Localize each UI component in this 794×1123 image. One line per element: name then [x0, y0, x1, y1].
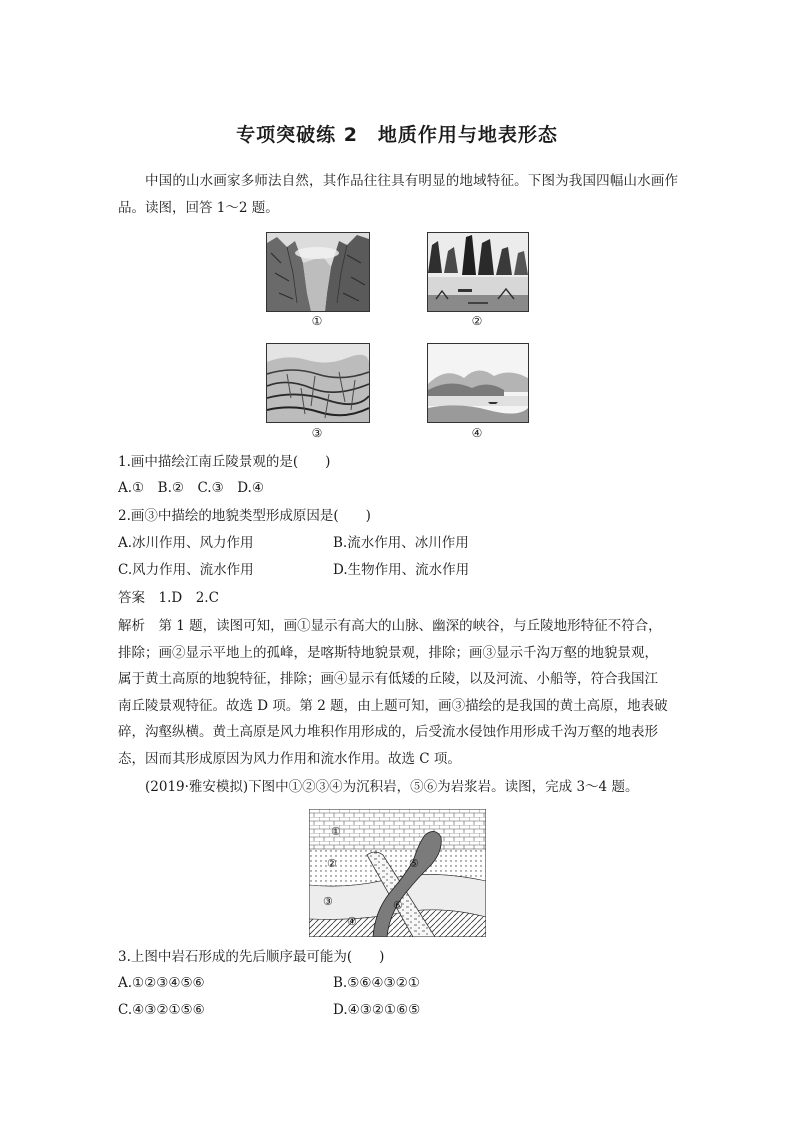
painting-1-caption: ①: [311, 314, 323, 328]
question-2-option-a: A.冰川作用、风力作用: [118, 535, 254, 551]
painting-3-loess-image: [266, 343, 370, 423]
question-3-option-a: A.①②③④⑤⑥: [118, 975, 205, 991]
question-3-option-c: C.④③②①⑤⑥: [118, 1002, 205, 1018]
painting-3-caption: ③: [311, 426, 323, 440]
painting-2-caption: ②: [471, 314, 483, 328]
answer-line: 答案 1.D 2.C: [118, 590, 219, 606]
painting-2-karst-image: [427, 232, 529, 312]
rock-label-4: ④: [347, 915, 357, 928]
question-3-option-d: D.④③②①⑥⑤: [333, 1002, 421, 1018]
question-2-option-c: C.风力作用、流水作用: [118, 562, 254, 578]
question-3-option-b: B.⑤⑥④③②①: [333, 975, 420, 991]
rock-label-1: ①: [331, 825, 341, 838]
analysis-line-4: 南丘陵景观特征。故选 D 项。第 2 题，由上题可知，画③描绘的是我国的黄土高原，地表破: [118, 698, 668, 714]
rock-label-6: ⑥: [393, 899, 403, 912]
rock-strata-diagram: [309, 809, 486, 937]
painting-1-gorge-image: [266, 232, 370, 312]
rock-label-2: ②: [327, 857, 337, 870]
question-3-stem: 3.上图中岩石形成的先后顺序最可能为( ): [118, 949, 385, 965]
intro-2-paragraph: (2019·雅安模拟)下图中①②③④为沉积岩，⑤⑥为岩浆岩。读图，完成 3～4 题。: [145, 779, 639, 795]
analysis-line-2: 排除；画②显示平地上的孤峰，是喀斯特地貌景观，排除；画③显示千沟万壑的地貌景观，: [118, 645, 658, 661]
analysis-line-3: 属于黄土高原的地貌特征，排除；画④显示有低矮的丘陵，以及河流、小船等，符合我国江: [118, 671, 658, 687]
question-1-options: A.① B.② C.③ D.④: [118, 480, 264, 496]
rock-label-3: ③: [323, 895, 333, 908]
question-2-option-d: D.生物作用、流水作用: [333, 562, 470, 578]
analysis-line-1: 解析 第 1 题，读图可知，画①显示有高大的山脉、幽深的峡谷，与丘陵地形特征不符合，: [118, 618, 662, 634]
question-1-stem: 1.画中描绘江南丘陵景观的是( ): [118, 454, 331, 470]
painting-4-hills-image: [427, 343, 529, 423]
page-title: 专项突破练 2 地质作用与地表形态: [236, 124, 558, 146]
rock-label-5: ⑤: [409, 857, 419, 870]
analysis-line-5: 碎，沟壑纵横。黄土高原是风力堆积作用形成的，后受流水侵蚀作用形成千沟万壑的地表形: [118, 724, 658, 740]
analysis-line-6: 态，因而其形成原因为风力作用和流水作用。故选 C 项。: [118, 751, 461, 767]
intro-paragraph: 中国的山水画家多师法自然，其作品往往具有明显的地域特征。下图为我国四幅山水画作品。读图，回答 1～2 题。: [118, 173, 678, 216]
question-2-option-b: B.流水作用、冰川作用: [333, 535, 469, 551]
painting-4-caption: ④: [471, 426, 483, 440]
question-2-stem: 2.画③中描绘的地貌类型形成原因是( ): [118, 508, 371, 524]
